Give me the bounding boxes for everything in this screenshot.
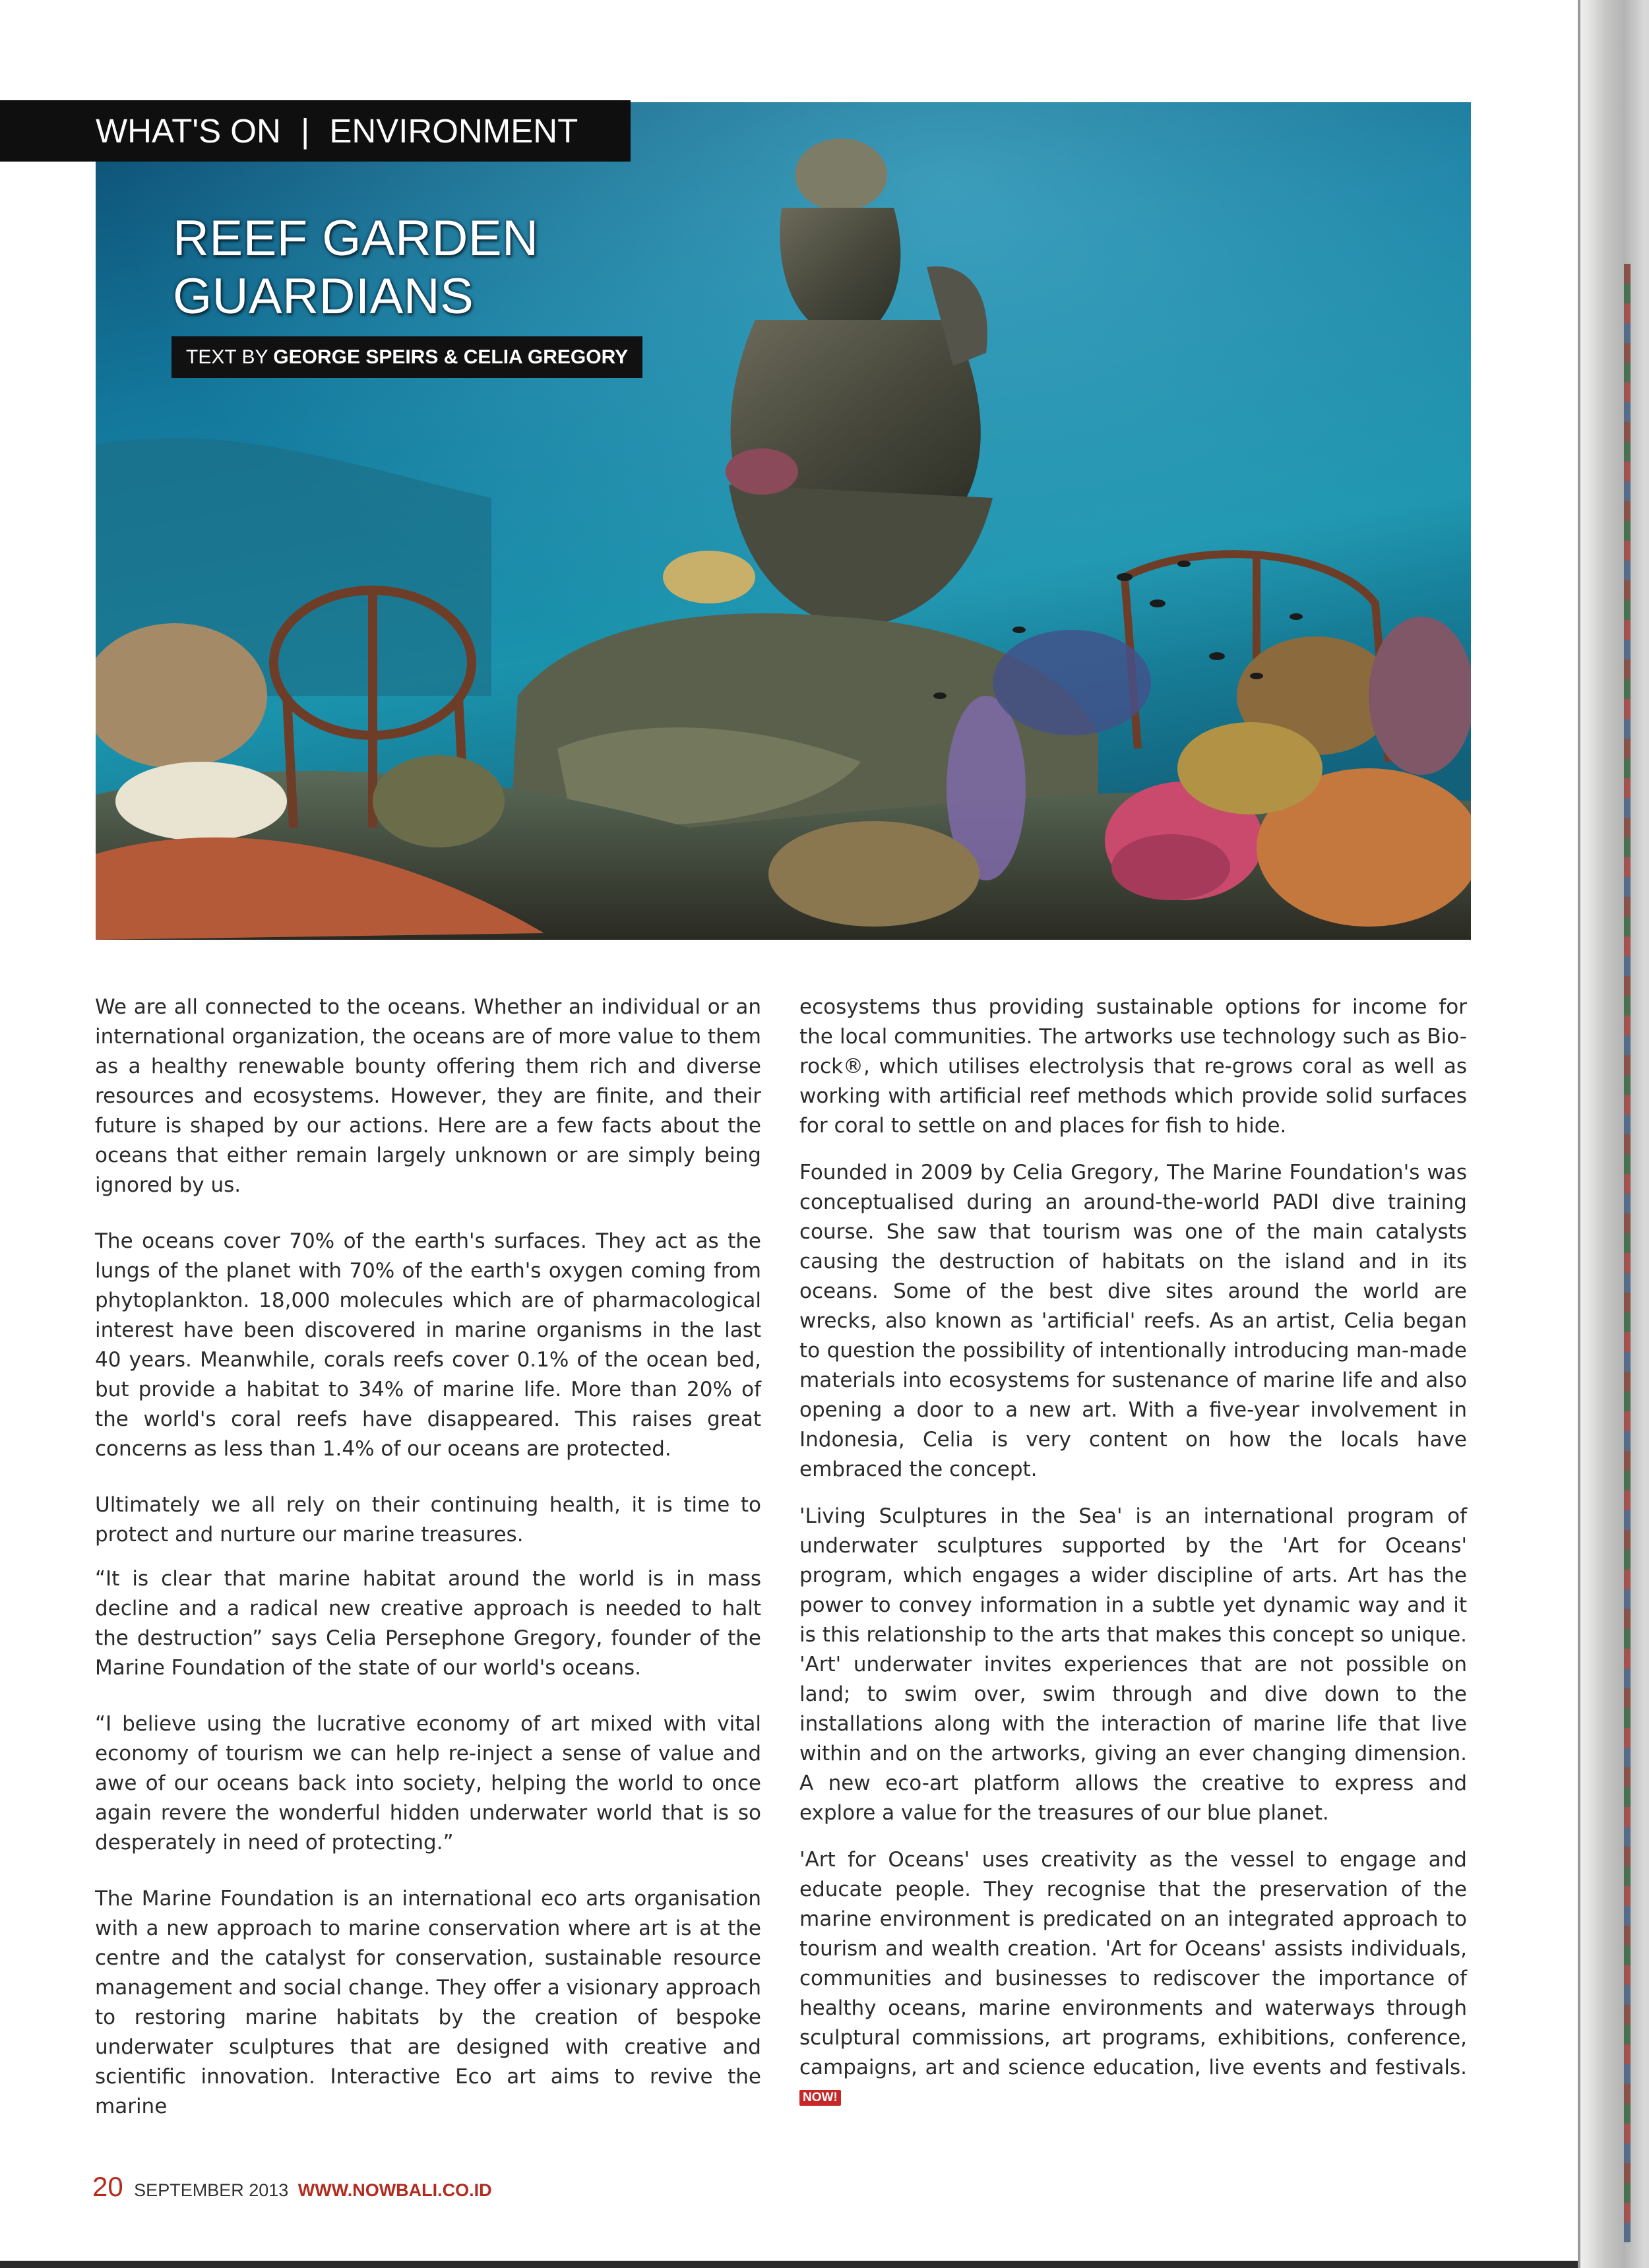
byline-authors: GEORGE SPEIRS & CELIA GREGORY [273,346,629,368]
byline [171,336,642,378]
paragraph: We are all connected to the oceans. Whether an individual or an international organization, the oceans are of more value to them as a healthy renewable bounty offering them rich and diverse resources and ecosystems. However, they are finite, and their future is shaped by our actions. Here are a few facts about the oceans that either remain largely unknown or are simply being ignored by us. [95,995,761,1197]
issue-date: SEPTEMBER 2013 [134,2180,289,2200]
article-headline [173,210,538,326]
section-label-bar [0,100,631,162]
website-link[interactable]: WWW.NOWBALI.CO.ID [297,2180,492,2200]
paragraph: The Marine Foundation is an international eco arts organisation with a new approach to marine conservation where art is at the centre and the catalyst for conservation, sustainable resource management and social change. They offer a visionary approach to restoring marine habitats by the creation of bespoke underwater sculptures that are designed with creative and scientific innovation. Interactive Eco art aims to revive the marine [95,1887,761,2118]
paragraph: 'Living Sculptures in the Sea' is an international program of underwater sculptures supported by the 'Art for Oceans' program, which engages a wider discipline of arts. Art has the power to convey information in a subtle yet dynamic way and it is this relationship to the arts that makes this concept so unique. 'Art' underwater invites experiences that are not possible on land; to swim over, swim through and dive down to the installations along with the interaction of marine life that live within and on the artworks, giving an ever changing dimension. A new eco-art platform allows the creative to express and explore a value for the treasures of our blue planet. [799,1504,1467,1825]
paragraph [799,1845,1467,2112]
paragraph-text: 'Art for Oceans' uses creativity as the vessel to engage and educate people. They recognise that the preservation of the marine environment is predicated on an integrated approach to tourism and wealth creation. 'Art for Oceans' assists individuals, communities and businesses to rediscover the importance of healthy oceans, marine environments and waterways through sculptural commissions, art programs, exhibitions, conference, campaigns, art and science education, live events and festivals. [799,1848,1467,2079]
byline-prefix: TEXT BY [186,346,268,368]
page-number: 20 [92,2171,123,2202]
article-column-right [799,993,1467,2139]
page-footer [92,2171,492,2203]
scanned-page-edge [1578,0,1649,2268]
section-separator: | [300,112,310,150]
adjacent-page-sliver [1624,264,1631,2242]
section-topic: ENVIRONMENT [329,112,578,150]
paragraph: Founded in 2009 by Celia Gregory, The Marine Foundation's was conceptualised during an around-the-world PADI dive training course. She saw that tourism was one of the main catalysts causing the destruction of habitats on the island and in its oceans. Some of the best dive sites around the world are wrecks, also known as 'artificial' reefs. As an artist, Celia began to question the possibility of intentionally introducing man-made materials into ecosystems for sustenance of marine life and also opening a door to a new art. With a five-year involvement in Indonesia, Celia is very content on how the locals have embraced the concept. [799,1161,1467,1481]
paragraph: Ultimately we all rely on their continuing health, it is time to protect and nurture our marine treasures. [95,1493,761,1547]
headline-line-1: REEF GARDEN [173,210,539,266]
paragraph: The oceans cover 70% of the earth's surfaces. They act as the lungs of the planet with 70% of the earth's oxygen coming from phytoplankton. 18,000 molecules which are of pharmacological interest have been discovered in marine organisms in the last 40 years. Meanwhile, corals reefs cover 0.1% of the ocean bed, but provide a habitat to 34% of marine life. More than 20% of the world's coral reefs have disappeared. This raises great concerns as less than 1.4% of our oceans are protected. [95,1229,761,1461]
quote-paragraph: “I believe using the lucrative economy of art mixed with vital economy of tourism we can help re-inject a sense of value and awe of our oceans back into society, helping the world to once again revere the wonderful hidden underwater world that is so desperately in need of protecting.” [95,1712,761,1854]
section-category: WHAT'S ON [96,112,281,150]
quote-paragraph: “It is clear that marine habitat around the world is in mass decline and a radical new creative approach is needed to halt the destruction” says Celia Persephone Gregory, founder of the Marine Foundation of the state of our world's oceans. [95,1567,761,1680]
headline-line-2: GUARDIANS [173,268,474,324]
article-column-left [95,993,761,2148]
bottom-scan-border [0,2261,1578,2268]
now-end-badge: NOW! [799,2090,841,2106]
page-edge-shadow [1578,0,1580,2268]
paragraph: ecosystems thus providing sustainable options for income for the local communities. The artworks use technology such as Bio-rock®, which utilises electrolysis that re-grows coral as well as working with artificial reef methods which provide solid surfaces for coral to settle on and places for fish to hide. [799,995,1467,1138]
